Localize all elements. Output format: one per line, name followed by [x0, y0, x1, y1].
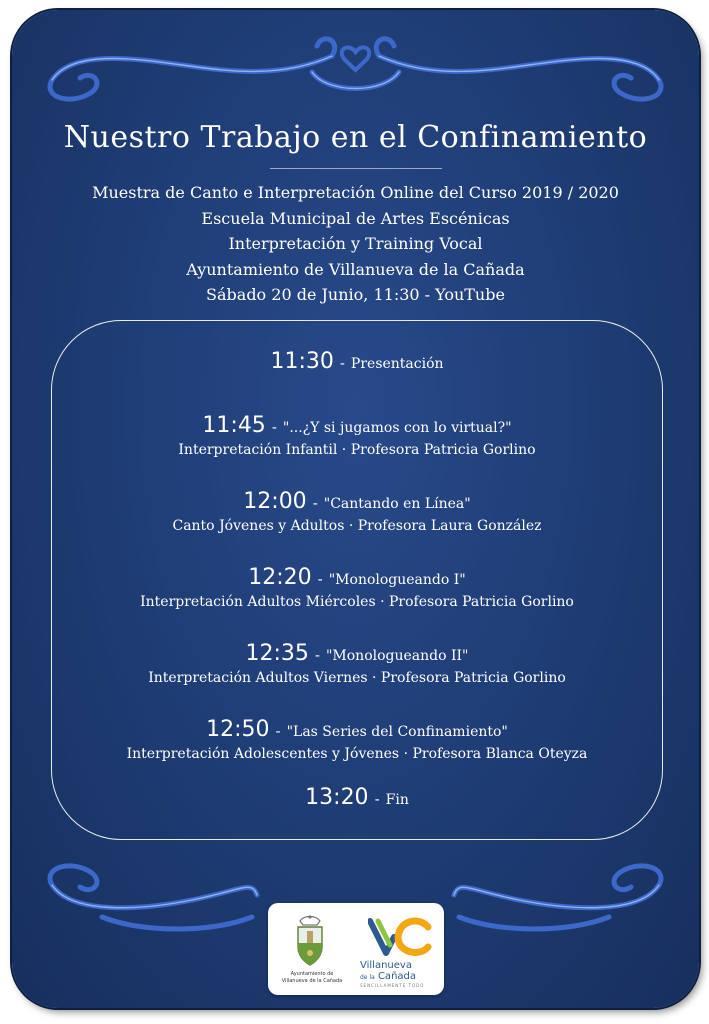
entry-piece: "Monologueando II": [325, 648, 469, 664]
title-divider: [270, 168, 442, 169]
program-entry: [52, 641, 662, 686]
crest-caption-line: Ayuntamiento de: [290, 971, 334, 977]
brand-name-main: Cañada: [377, 971, 417, 982]
subtitle-line: Interpretación y Training Vocal: [228, 234, 483, 253]
top-ornament: [12, 20, 699, 110]
entry-piece: Fin: [385, 792, 409, 808]
subtitle-line: Sábado 20 de Junio, 11:30 - YouTube: [206, 285, 505, 304]
entry-piece: "Las Series del Confinamiento": [286, 724, 508, 740]
program-entry: [52, 349, 662, 374]
entry-separator: -: [275, 724, 281, 740]
vc-logo-icon: [368, 917, 432, 957]
entry-piece: "...¿Y si jugamos con lo virtual?": [282, 420, 512, 436]
brand-name-line: [360, 971, 440, 983]
entry-time: 12:35: [245, 641, 309, 666]
program-entry: [52, 717, 662, 762]
entry-detail: Interpretación Infantil · Profesora Patricia Gorlino: [178, 442, 536, 458]
crest-caption: [268, 971, 356, 985]
entry-separator: -: [317, 572, 323, 588]
entry-piece: "Cantando en Línea": [323, 496, 471, 512]
entry-time: 12:50: [206, 717, 270, 742]
brand-tagline: SENCILLAMENTE TODO: [360, 983, 425, 988]
entry-separator: -: [312, 496, 318, 512]
entry-time: 12:20: [248, 565, 312, 590]
poster-title: Nuestro Trabajo en el Confinamiento: [63, 120, 648, 155]
heart-icon: [342, 47, 369, 70]
subtitle-block: [12, 180, 699, 308]
program-entry: [52, 489, 662, 534]
entry-separator: -: [374, 792, 380, 808]
brand-name-line: Villanueva: [360, 960, 412, 971]
entry-detail: Interpretación Adultos Viernes · Profesora Patricia Gorlino: [148, 670, 566, 686]
entry-time: 12:00: [243, 489, 307, 514]
program-box: [51, 320, 663, 840]
entry-piece: "Monologueando I": [328, 572, 466, 588]
entry-time: 11:30: [270, 349, 334, 374]
entry-detail: Canto Jóvenes y Adultos · Profesora Laura González: [172, 518, 542, 534]
logo-card: [268, 903, 444, 995]
crest-caption-line: Villanueva de la Cañada: [281, 978, 343, 984]
entry-time: 11:45: [202, 413, 266, 438]
entry-separator: -: [314, 648, 320, 664]
entry-separator: -: [271, 420, 277, 436]
program-entry: [52, 413, 662, 458]
brand-name: [360, 960, 440, 988]
entry-time: 13:20: [305, 785, 369, 810]
program-entry: [52, 785, 662, 810]
brand-name-small: de la: [360, 974, 375, 981]
subtitle-line: Ayuntamiento de Villanueva de la Cañada: [186, 259, 525, 279]
entry-separator: -: [339, 356, 345, 372]
program-entry: [52, 565, 662, 610]
poster: [12, 10, 699, 1008]
entry-detail: Interpretación Adultos Miércoles · Profesora Patricia Gorlino: [140, 594, 574, 610]
subtitle-line: Escuela Municipal de Artes Escénicas: [201, 208, 510, 228]
municipal-crest-icon: [290, 913, 330, 969]
entry-piece: Presentación: [350, 356, 444, 372]
subtitle-line: Muestra de Canto e Interpretación Online del Curso 2019 / 2020: [92, 183, 619, 202]
entry-detail: Interpretación Adolescentes y Jóvenes · Profesora Blanca Oteyza: [126, 746, 588, 762]
